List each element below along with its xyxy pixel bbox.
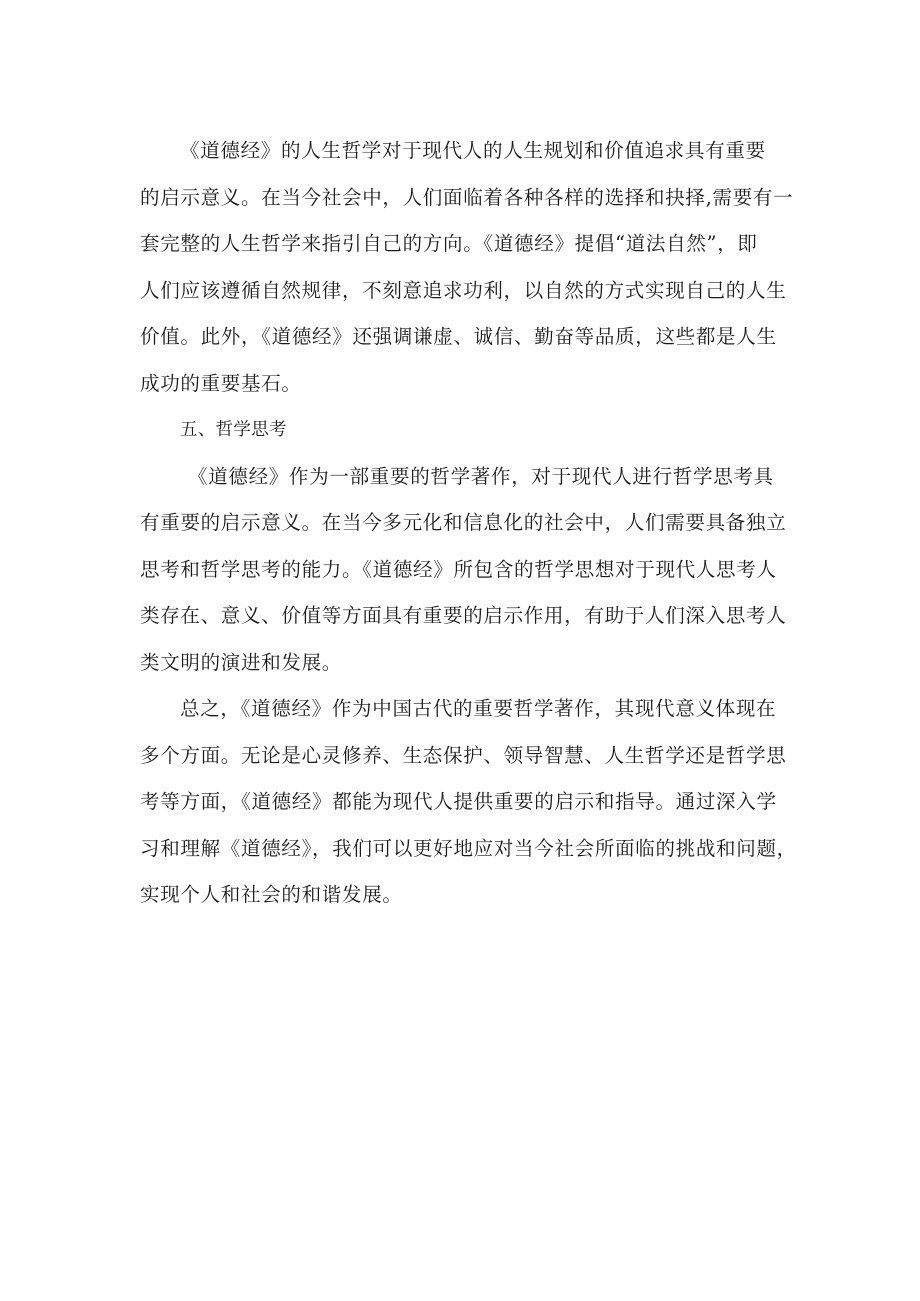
paragraph-line: 人们应该遵循自然规律，不刻意追求功利，以自然的方式实现自己的人生 [140, 278, 787, 302]
paragraph-line: 类存在、意义、价值等方面具有重要的启示作用，有助于人们深入思考人 [140, 604, 787, 627]
document-body [140, 128, 797, 919]
paragraph-line: 实现个人和社会的和谐发展。 [140, 883, 403, 906]
paragraph-line: 思考和哲学思考的能力。《道德经》所包含的哲学思想对于现代人思考人 [140, 557, 777, 581]
paragraph-line: 的启示意义。在当今社会中，人们面临着各种各样的选择和抉择,需要有一 [140, 185, 794, 209]
paragraph-line: 套完整的人生哲学来指引自己的方向。《道德经》提倡“道法自然”，即 [140, 232, 758, 255]
paragraph-conclusion [140, 686, 797, 919]
paragraph-line: 成功的重要基石。 [140, 371, 302, 395]
paragraph-life-philosophy [140, 128, 794, 407]
paragraph-line: 总之，《道德经》作为中国古代的重要哲学著作，其现代意义体现在 [180, 697, 777, 720]
paragraph-line: 《道德经》作为一部重要的哲学著作，对于现代人进行哲学思考具 [188, 464, 774, 488]
paragraph-line: 多个方面。无论是心灵修养、生态保护、领导智慧、人生哲学还是哲学思 [140, 743, 787, 767]
paragraph-line: 考等方面，《道德经》都能为现代人提供重要的启示和指导。通过深入学 [140, 790, 777, 813]
paragraph-line: 习和理解《道德经》，我们可以更好地应对当今社会所面临的挑战和问题， [140, 836, 797, 860]
paragraph-line: 价值。此外，《道德经》还强调谦虚、诚信、勤奋等品质，这些都是人生 [140, 325, 777, 348]
paragraph-line: 有重要的启示意义。在当今多元化和信息化的社会中，人们需要具备独立 [140, 511, 787, 534]
paragraph-philosophical-thinking [140, 454, 787, 687]
paragraph-line: 《道德经》的人生哲学对于现代人的人生规划和价值追求具有重要 [180, 139, 766, 162]
paragraph-line: 类文明的演进和发展。 [140, 650, 343, 674]
section-heading: 五、哲学思考 [180, 420, 287, 440]
